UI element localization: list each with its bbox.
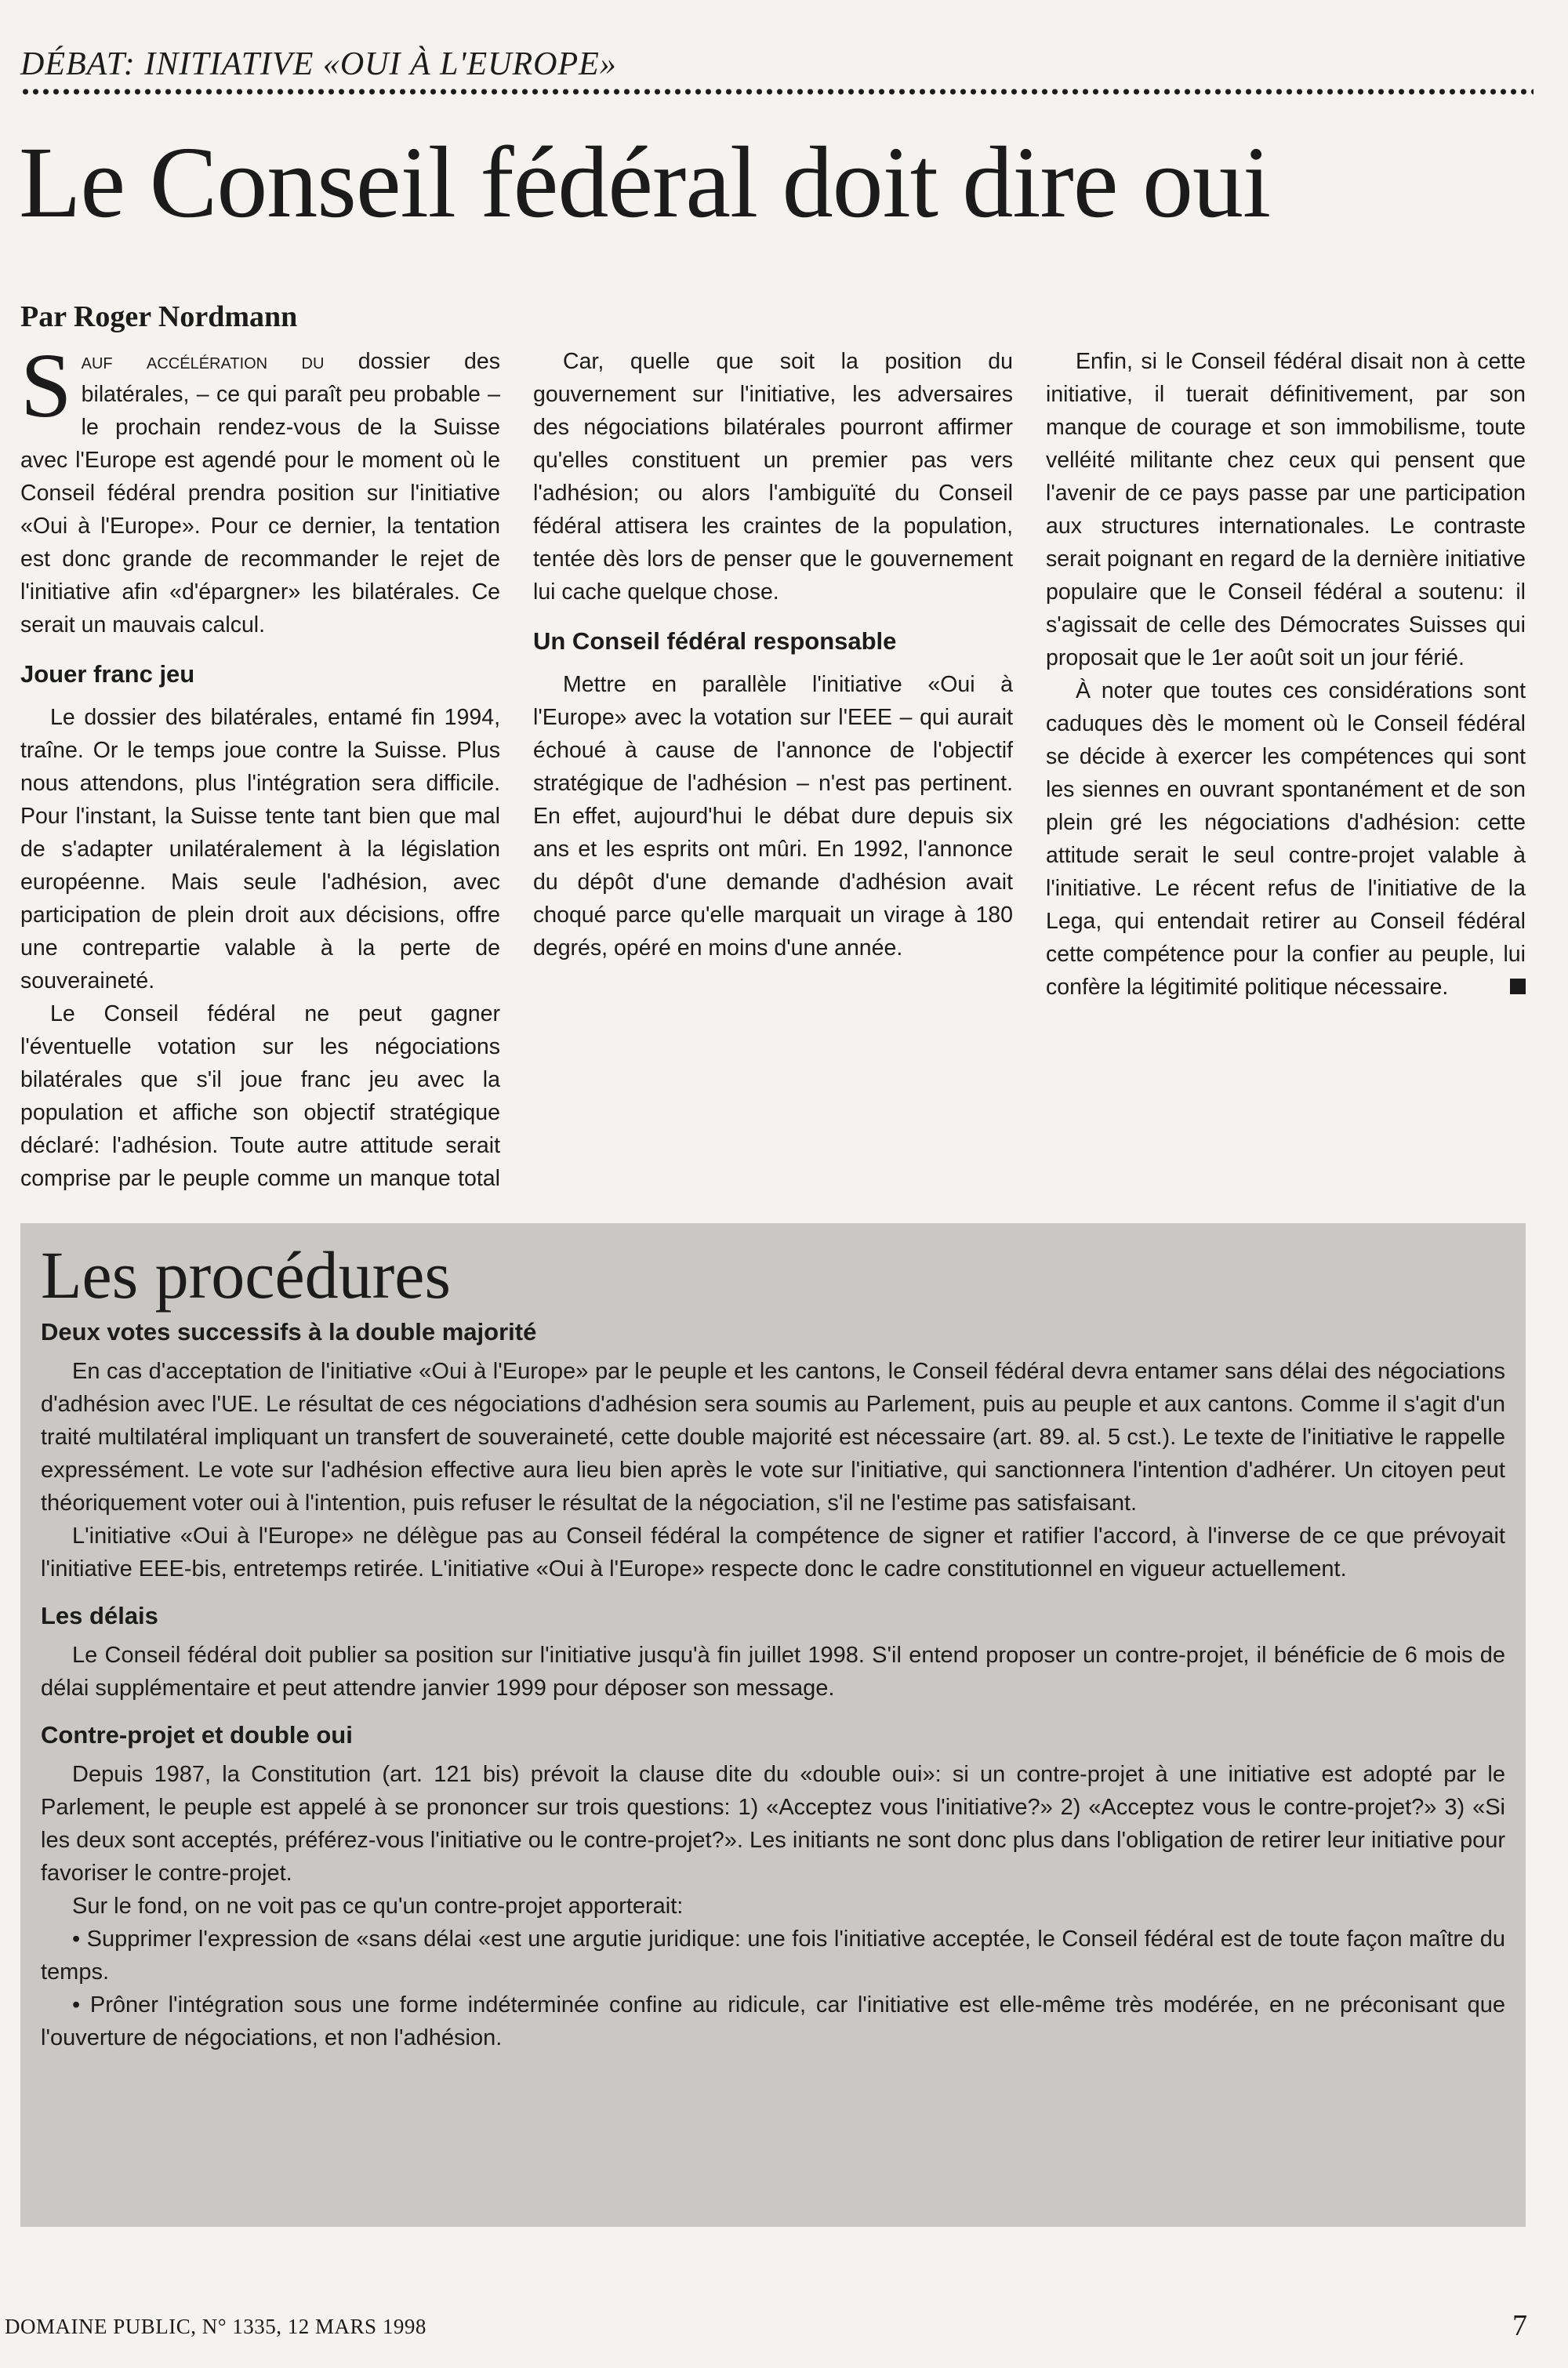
- dotted-divider: [20, 88, 1534, 96]
- subheading-jouer-franc-jeu: Jouer franc jeu: [20, 660, 195, 688]
- article-headline: Le Conseil fédéral doit dire oui: [19, 126, 1271, 239]
- article-paragraph: [1046, 674, 1526, 1004]
- final-paragraph-text: À noter que toutes ces considérations sont caduques dès le moment où le Conseil fédéral se décide à exercer les compétences qui sont les siennes en ouvrant spontanément et de son plein gré les négociations d'adhésion: cette attitude serait le seul contre-projet valable à l'initiative. Le récent refus de l'initiative de la Lega, qui entendait retirer au Conseil fédéral cette compétence pour la confier au peuple, lui confère la légitimité politique nécessaire.: [1046, 678, 1526, 1000]
- article-paragraph: Enfin, si le Conseil fédéral disait non à cette initiative, il tuerait définitivement, par son manque de courage et son immobilisme, toute velléité militante chez ceux qui pensent que l'avenir de ce pays passe par une participation aux structures internationales. Le contraste serait poignant en regard de la dernière initiative populaire que le Conseil fédéral a soutenu: il s'agissait de celle des Démocrates Suisses qui proposait que le 1er août soit un jour férié.: [1046, 349, 1526, 670]
- article-paragraph: Le Conseil fédéral ne peut gagner l'éventuelle votation sur les négociations bilatérales que s'il joue franc jeu avec la population et affiche son objectif stratégique déclaré: l'adhésion. Toute autre attitude serait comprise par le peuple comme un manque total: [20, 1001, 500, 1191]
- article-column-2: [533, 345, 1013, 1200]
- box-subheading-double-majorite: Deux votes successifs à la double majorité: [41, 1318, 537, 1346]
- box-paragraph: Depuis 1987, la Constitution (art. 121 bis) prévoit la clause dite du «double oui»: si un contre-projet à une initiative est adopté par le Parlement, le peuple est appelé à se prononcer sur trois questions: 1) «Acceptez vous l'initiative?» 2) «Acceptez vous le contre-projet?» 3) «Si les deux sont acceptés, préférez-vous l'initiative ou le contre-projet?». Les initiants ne sont donc plus dans l'obligation de retirer leur initiative pour favoriser le contre-projet.: [41, 1762, 1505, 1886]
- procedures-box: [20, 1223, 1526, 2227]
- end-of-article-mark: [1510, 979, 1526, 994]
- lead-smallcaps: auf accélération du: [81, 349, 325, 374]
- article-columns: [20, 345, 1526, 1200]
- box-subheading-delais: Les délais: [41, 1602, 158, 1629]
- subheading-conseil-responsable: Un Conseil fédéral responsable: [533, 627, 897, 655]
- article-column-3: [1046, 345, 1526, 1200]
- box-paragraph: L'initiative «Oui à l'Europe» ne délègue pas au Conseil fédéral la compétence de signer et ratifier l'accord, à l'inverse de ce que prévoyait l'initiative EEE-bis, entretemps retirée. L'initiative «Oui à l'Europe» respecte donc le cadre constitutionnel en vigueur actuellement.: [41, 1524, 1505, 1582]
- box-bullet: • Supprimer l'expression de «sans délai «est une argutie juridique: une fois l'initiative acceptée, le Conseil fédéral est de toute façon maître du temps.: [41, 1927, 1505, 1985]
- article-paragraph: Mettre en parallèle l'initiative «Oui à l'Europe» avec la votation sur l'EEE – qui aurait échoué à cause de l'annonce de l'objectif stratégique de l'adhésion – n'est pas pertinent. En effet, aujourd'hui le débat dure depuis six ans et les esprits ont mûri. En 1992, l'annonce du dépôt d'une demande d'adhésion avait choqué parce qu'elle marquait un virage à 180 degrés, opéré en moins d'une année.: [533, 672, 1013, 961]
- box-bullet: • Prôner l'intégration sous une forme indéterminée confine au ridicule, car l'initiative est elle-même très modérée, en ne préconisant que l'ouverture de négociations, et non l'adhésion.: [41, 1992, 1505, 2050]
- page-number: 7: [1512, 2309, 1527, 2342]
- box-paragraph: Le Conseil fédéral doit publier sa position sur l'initiative jusqu'à fin juillet 1998. S'il entend proposer un contre-projet, il bénéficie de 6 mois de délai supplémentaire et peut attendre janvier 1999 pour déposer son message.: [41, 1643, 1505, 1701]
- section-rubric: DÉBAT: INITIATIVE «OUI À L'EUROPE»: [20, 46, 617, 82]
- article-paragraph: Car, quelle que soit la position du gouvernement sur l'initiative, les adversaires des négociations bilatérales pourront affirmer qu'elles constituent un premier pas vers l'adhésion; ou alors l'ambiguïté du Conseil fédéral attisera les craintes de la population, tentée dès lors de penser que le gouvernement lui cache quelque chose.: [533, 349, 1013, 605]
- issue-footer: DOMAINE PUBLIC, N° 1335, 12 MARS 1998: [5, 2315, 426, 2338]
- lead-paragraph: [20, 345, 500, 641]
- article-column-1: [20, 345, 500, 1200]
- article-byline: Par Roger Nordmann: [20, 300, 298, 333]
- article-paragraph: Le dossier des bilatérales, entamé fin 1994, traîne. Or le temps joue contre la Suisse. Plus nous attendons, plus l'intégration sera difficile. Pour l'instant, la Suisse tente tant bien que mal de s'adapter unilatéralement à la législation européenne. Mais seule l'adhésion, avec participation de plein droit aux décisions, offre une contrepartie valable à la perte de souveraineté.: [20, 705, 500, 993]
- box-subheading-contre-projet: Contre-projet et double oui: [41, 1721, 353, 1749]
- box-paragraph: En cas d'acceptation de l'initiative «Oui à l'Europe» par le peuple et les cantons, le Conseil fédéral devra entamer sans délai des négociations d'adhésion avec l'UE. Le résultat de ces négociations d'adhésion sera soumis au Parlement, puis au peuple et aux cantons. Comme il s'agit d'un traité multilatéral impliquant un transfert de souveraineté, cette double majorité est nécessaire (art. 89. al. 5 cst.). Le texte de l'initiative le rappelle expressément. Le vote sur l'adhésion effective aura lieu bien après le vote sur l'initiative, qui sanctionnera l'intention d'adhérer. Un citoyen peut théoriquement voter oui à l'intention, puis refuser le résultat de la négociation, s'il ne l'estime pas satisfaisant.: [41, 1359, 1505, 1516]
- lead-text: dossier des bilatérales, – ce qui paraît peu probable – le prochain rendez-vous de la Suisse avec l'Europe est agendé pour le moment où le Conseil fédéral prendra position sur l'initiative «Oui à l'Europe». Pour ce dernier, la tentation est donc grande de recommander le rejet de l'initiative afin «d'épargner» les bilatérales. Ce serait un mauvais calcul.: [20, 349, 500, 637]
- dropcap-letter: S: [20, 345, 72, 437]
- box-paragraph: Sur le fond, on ne voit pas ce qu'un contre-projet apporterait:: [72, 1894, 684, 1919]
- box-title: Les procédures: [41, 1237, 451, 1313]
